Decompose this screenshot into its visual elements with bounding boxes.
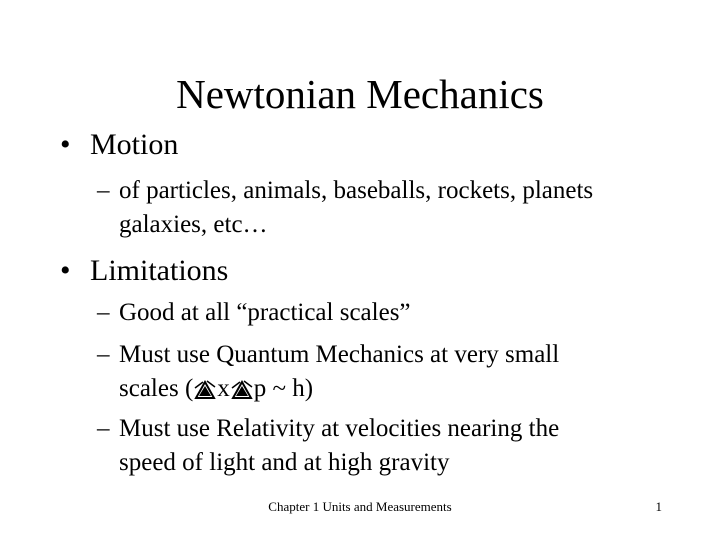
sub-bullet-relativity-continuation: speed of light and at high gravity [119,449,450,476]
delta-symbol-icon [230,378,254,400]
sub-bullet-continuation: galaxies, etc… [119,211,268,238]
bullet-motion [60,128,178,162]
sub-bullet-quantum [97,338,559,372]
sub-bullet-relativity [97,412,559,446]
bullet-label: Limitations [90,254,229,287]
bullet-limitations [60,254,228,288]
quantum-text-x: x [217,375,230,402]
slide-title: Newtonian Mechanics [176,71,544,117]
dash-marker: – [97,299,110,326]
dash-marker: – [97,341,110,368]
sub-bullet-quantum-continuation [119,372,313,406]
slide-number: 1 [655,499,662,514]
sub-bullet-motion-objects [97,174,593,208]
quantum-text-start: scales ( [119,375,194,402]
bullet-marker: • [60,254,71,287]
delta-symbol-icon [193,378,217,400]
dash-marker: – [97,177,110,204]
sub-bullet-text: Must use Quantum Mechanics at very small [119,341,560,368]
sub-bullet-text: Good at all “practical scales” [119,299,411,326]
sub-bullet-text: Must use Relativity at velocities nearing the [119,415,560,442]
quantum-text-end: p ~ h) [253,375,314,402]
bullet-marker: • [60,128,71,161]
dash-marker: – [97,415,110,442]
footer-chapter: Chapter 1 Units and Measurements [268,499,452,514]
bullet-label: Motion [90,128,179,161]
sub-bullet-practical-scales [97,296,411,330]
sub-bullet-text: of particles, animals, baseballs, rockets, planets [119,177,594,204]
